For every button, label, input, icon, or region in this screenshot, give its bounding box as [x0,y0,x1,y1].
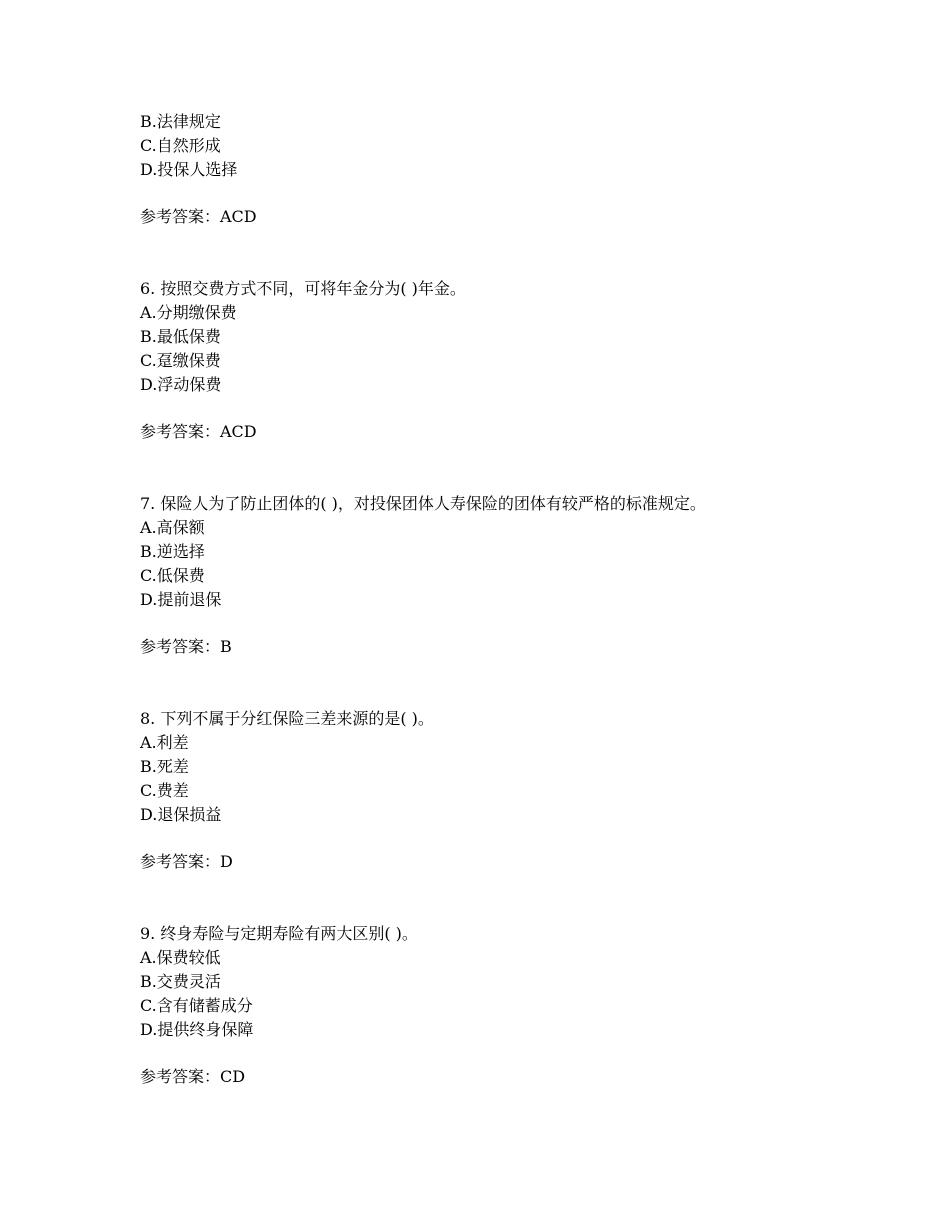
option-a: A.保费较低 [140,948,221,967]
option-c: C.趸缴保费 [140,351,221,370]
reference-answer: 参考答案：CD [140,1067,246,1086]
question-8 [140,707,800,874]
option-d: D.投保人选择 [140,160,238,179]
option-b: B.逆选择 [140,542,205,561]
document-page [140,110,800,1089]
reference-answer: 参考答案：D [140,852,233,871]
option-b: B.法律规定 [140,112,221,131]
option-d: D.退保损益 [140,805,222,824]
reference-answer: 参考答案：ACD [140,207,257,226]
question-text: 7. 保险人为了防止团体的( )，对投保团体人寿保险的团体有较严格的标准规定。 [140,494,706,513]
question-6 [140,277,800,444]
option-d: D.提前退保 [140,590,222,609]
question-text: 8. 下列不属于分红保险三差来源的是( )。 [140,709,434,728]
option-d: D.浮动保费 [140,375,222,394]
option-b: B.最低保费 [140,327,221,346]
option-c: C.含有储蓄成分 [140,996,253,1015]
reference-answer: 参考答案：ACD [140,422,257,441]
option-a: A.分期缴保费 [140,303,237,322]
question-text: 6. 按照交费方式不同，可将年金分为( )年金。 [140,279,466,298]
option-b: B.交费灵活 [140,972,221,991]
option-c: C.自然形成 [140,136,221,155]
question-9 [140,922,800,1089]
option-a: A.高保额 [140,518,205,537]
option-b: B.死差 [140,757,189,776]
reference-answer: 参考答案：B [140,637,232,656]
question-text: 9. 终身寿险与定期寿险有两大区别( )。 [140,924,418,943]
option-c: C.费差 [140,781,189,800]
option-a: A.利差 [140,733,189,752]
question-7 [140,492,800,659]
question-5-continued [140,110,800,229]
option-d: D.提供终身保障 [140,1020,254,1039]
option-c: C.低保费 [140,566,205,585]
